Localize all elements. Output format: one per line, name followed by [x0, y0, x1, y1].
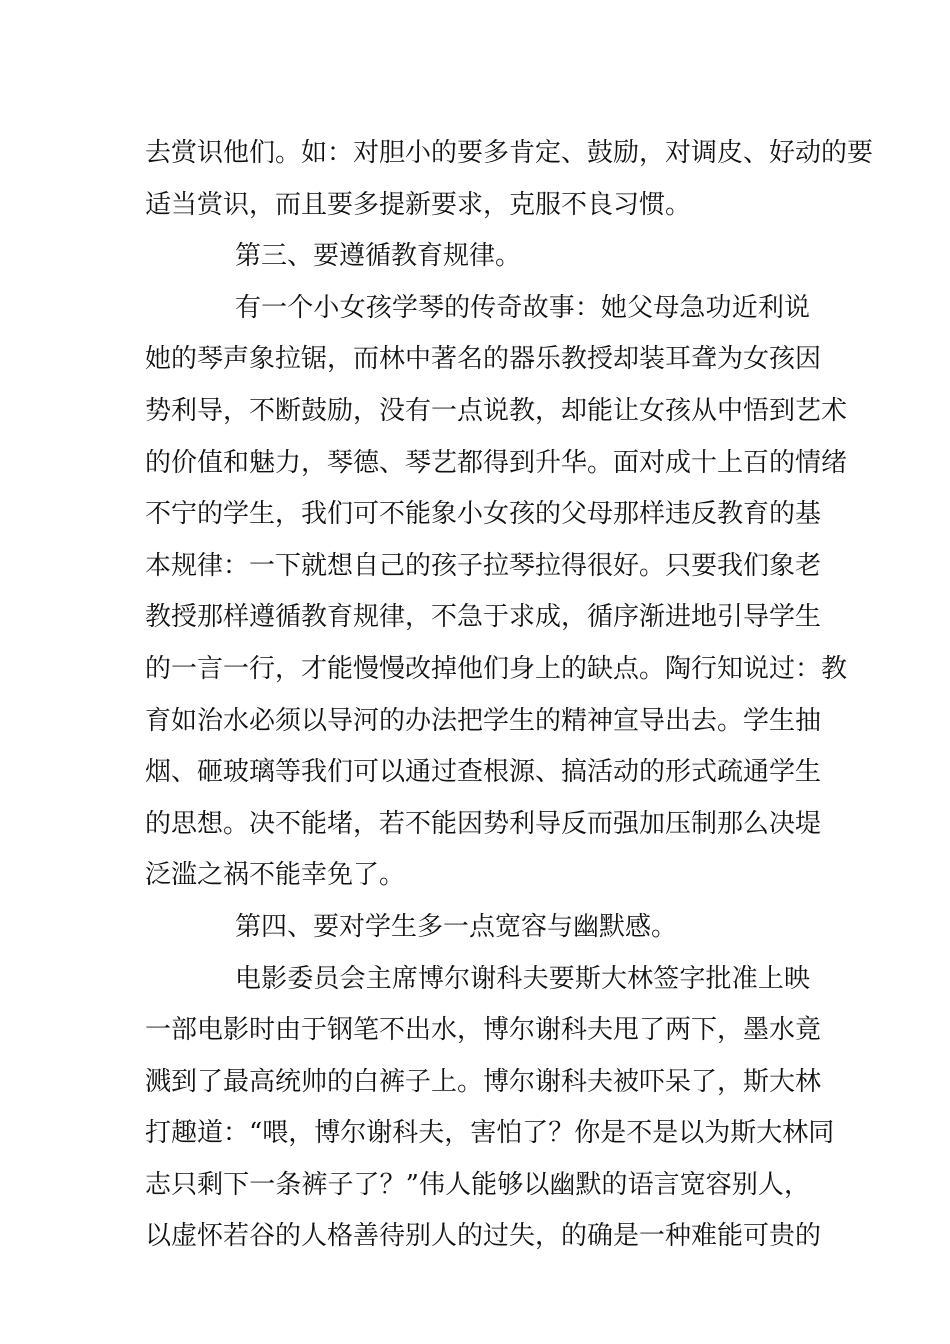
text-line: 的价值和魅力，琴德、琴艺都得到升华。面对成十上百的情绪 — [145, 447, 848, 478]
text-line: 教授那样遵循教育规律，不急于求成，循序渐进地引导学生 — [145, 602, 822, 633]
section-heading: 第四、要对学生多一点宽容与幽默感。 — [235, 911, 678, 942]
text-line: 不宁的学生，我们可不能象小女孩的父母那样违反教育的基 — [145, 499, 822, 530]
text-line: 她的琴声象拉锯，而林中著名的器乐教授却装耳聋为女孩因 — [145, 344, 822, 375]
section-heading: 第三、要遵循教育规律。 — [235, 241, 522, 272]
text-line: 志只剩下一条裤子了？”伟人能够以幽默的语言宽容别人， — [145, 1169, 810, 1200]
text-line: 一部电影时由于钢笔不出水，博尔谢科夫甩了两下，墨水竟 — [145, 1015, 822, 1046]
text-line: 有一个小女孩学琴的传奇故事：她父母急功近利说 — [235, 292, 810, 323]
text-line: 本规律：一下就想自己的孩子拉琴拉得很好。只要我们象老 — [145, 550, 822, 581]
text-line: 的一言一行，才能慢慢改掉他们身上的缺点。陶行知说过：教 — [145, 653, 848, 684]
text-line: 烟、砸玻璃等我们可以通过查根源、搞活动的形式疏通学生 — [145, 757, 822, 788]
text-line: 电影委员会主席博尔谢科夫要斯大林签字批准上映 — [235, 963, 810, 994]
text-line: 以虚怀若谷的人格善待别人的过失，的确是一种难能可贵的 — [145, 1221, 822, 1252]
text-line: 泛滥之祸不能幸免了。 — [145, 860, 406, 891]
text-line: 适当赏识，而且要多提新要求，克服不良习惯。 — [145, 189, 692, 220]
text-line: 势利导，不断鼓励，没有一点说教，却能让女孩从中悟到艺术 — [145, 395, 848, 426]
text-line: 的思想。决不能堵，若不能因势利导反而强加压制那么决堤 — [145, 808, 822, 839]
text-line: 溅到了最高统帅的白裤子上。博尔谢科夫被吓呆了，斯大林 — [145, 1066, 822, 1097]
text-line: 打趣道：“喂，博尔谢科夫，害怕了？你是不是以为斯大林同 — [145, 1118, 835, 1149]
text-line: 去赏识他们。如：对胆小的要多肯定、鼓励，对调皮、好动的要 — [145, 138, 874, 168]
text-line: 育如治水必须以导河的办法把学生的精神宣导出去。学生抽 — [145, 705, 822, 736]
body-text — [145, 128, 874, 1263]
